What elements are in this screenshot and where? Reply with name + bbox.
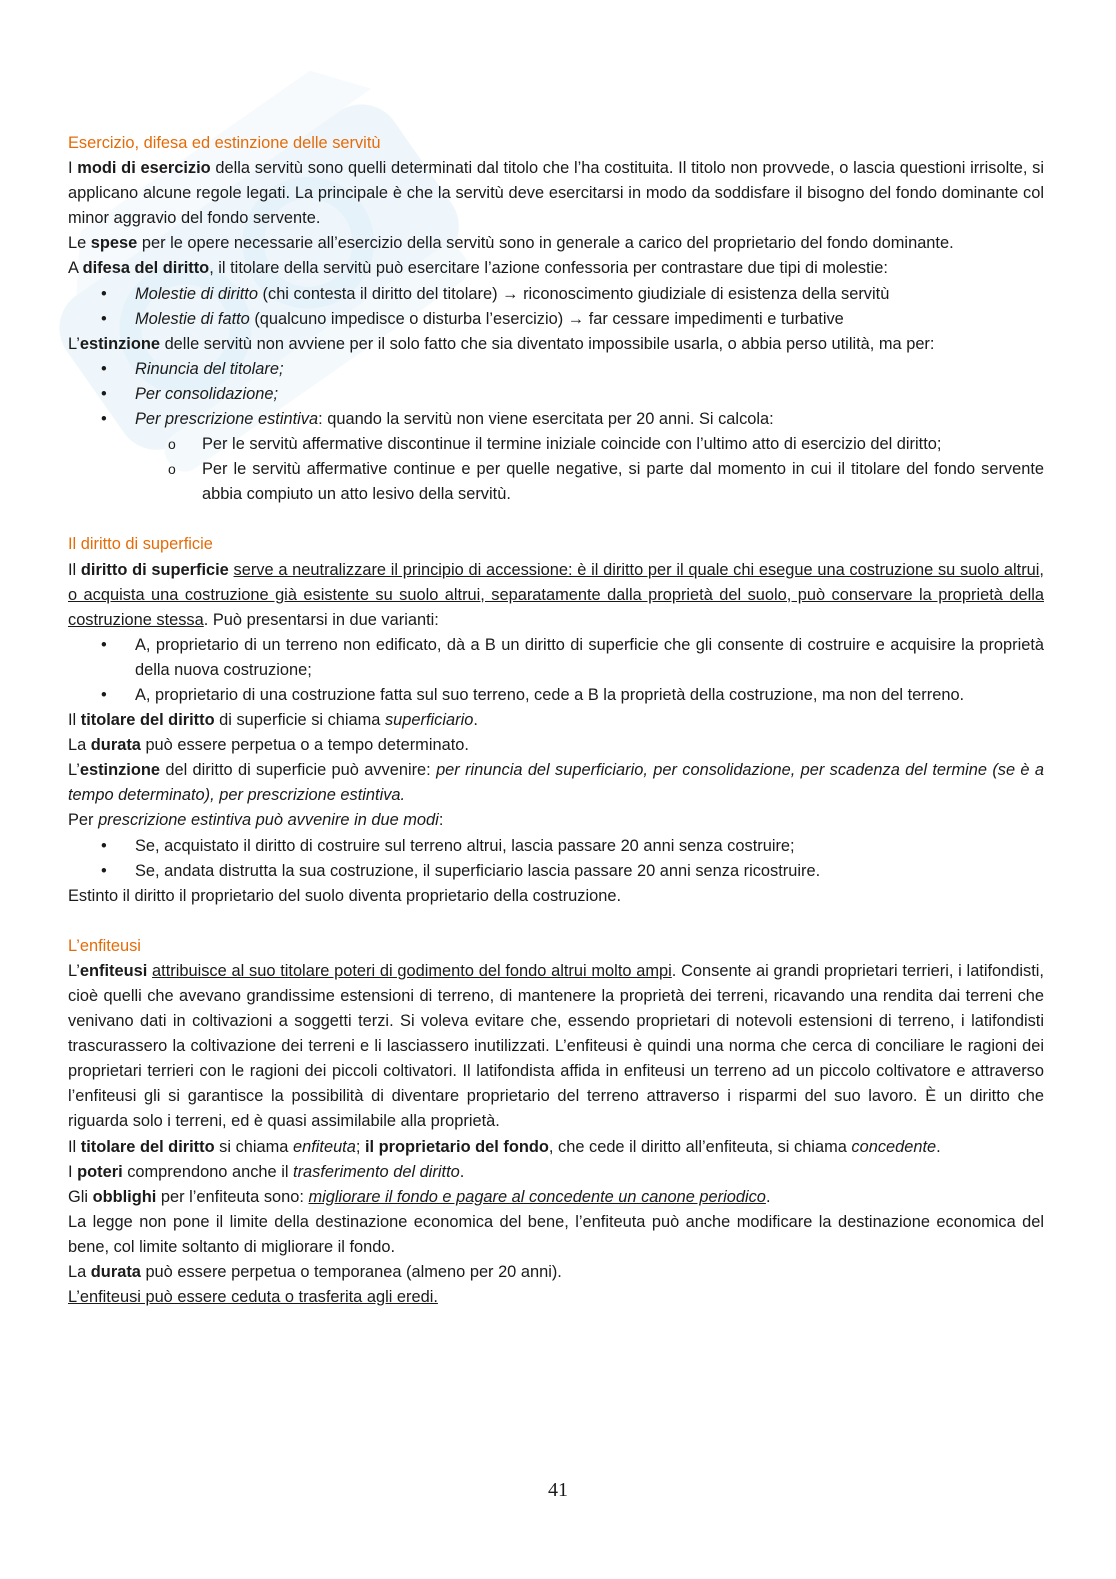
paragraph-prescrizione: Per prescrizione estintiva può avvenire in due modi: — [68, 811, 444, 830]
arrow-right-icon: → — [567, 309, 585, 328]
sublist-item: o Per le servitù affermative continue e per quelle negative, si parte dal momento in cui il titolare del fondo servente abbia compiuto un atto lesivo della servitù. — [68, 457, 1044, 507]
paragraph-spese: Le spese per le opere necessarie all’esercizio della servitù sono in generale a carico del proprietario del fondo dominante. — [68, 234, 954, 253]
paragraph-modi-esercizio: I modi di esercizio della servitù sono quelli determinati dal titolo che l’ha costituita. Il titolo non provvede, o lascia questioni irrisolte, si applicano alcune regole legati. La principale è che la servitù deve esercitarsi in modo da soddisfare il bisogno del fondo dominante col minor aggravio del fondo servente. — [68, 159, 1045, 228]
list-item: • Molestie di fatto (qualcuno impedisce o disturba l’esercizio) → far cessare impedimenti e turbative — [68, 307, 1044, 332]
list-item: • Molestie di diritto (chi contesta il diritto del titolare) → riconoscimento giudiziale di esistenza della servitù — [68, 282, 1044, 307]
paragraph-poteri: I poteri comprendono anche il trasferimento del diritto. — [68, 1162, 465, 1181]
varianti-list — [68, 633, 1044, 708]
list-item: • Per prescrizione estintiva: quando la servitù non viene esercitata per 20 anni. Si calcola: — [68, 407, 1044, 432]
list-item: • Se, andata distrutta la sua costruzione, il superficiario lascia passare 20 anni senza ricostruire. — [68, 859, 1044, 884]
paragraph-estinzione: L’estinzione delle servitù non avviene per il solo fatto che sia diventato impossibile usarla, o abbia perso utilità, ma per: — [68, 334, 935, 353]
list-item: • A, proprietario di un terreno non edificato, dà a B un diritto di superficie che gli consente di costruire e acquisire la proprietà della nuova costruzione; — [68, 633, 1044, 683]
sublist-item: o Per le servitù affermative discontinue il termine iniziale coincide con l’ultimo atto di esercizio del diritto; — [68, 432, 1044, 457]
paragraph-titolare: Il titolare del diritto di superficie si chiama superficiario. — [68, 711, 478, 730]
paragraph-difesa: A difesa del diritto, il titolare della servitù può esercitare l’azione confessoria per contrastare due tipi di molestie: — [68, 259, 888, 278]
paragraph-estinto: Estinto il diritto il proprietario del suolo diventa proprietario della costruzione. — [68, 886, 622, 905]
section-heading-enfiteusi: L’enfiteusi — [68, 936, 141, 955]
paragraph-durata: La durata può essere perpetua o a tempo determinato. — [68, 736, 469, 755]
arrow-right-icon: → — [502, 284, 519, 303]
estinzione-list — [68, 357, 1044, 432]
list-item: • A, proprietario di una costruzione fatta sul suo terreno, cede a B la proprietà della costruzione, ma non del terreno. — [68, 683, 1044, 708]
page-number: 41 — [548, 1479, 568, 1501]
list-item: • Se, acquistato il diritto di costruire sul terreno altrui, lascia passare 20 anni senza costruire; — [68, 834, 1044, 859]
paragraph-estinzione-superficie: L’estinzione del diritto di superficie può avvenire: per rinuncia del superficiario, per consolidazione, per scadenza del termine (se è a tempo determinato), per prescrizione estintiva. — [68, 761, 1044, 805]
paragraph-durata-enfiteusi: La durata può essere perpetua o temporanea (almeno per 20 anni). — [68, 1263, 562, 1282]
document-body — [68, 131, 1044, 1310]
molestie-list — [68, 282, 1044, 332]
prescrizione-sublist — [68, 432, 1044, 507]
section-heading-servitu: Esercizio, difesa ed estinzione delle servitù — [68, 134, 381, 152]
paragraph-destinazione: La legge non pone il limite della destinazione economica del bene, l’enfiteuta può anche modificare la destinazione economica del bene, col limite soltanto di migliorare il fondo. — [68, 1212, 1044, 1256]
paragraph-superficie-def: Il diritto di superficie serve a neutralizzare il principio di accessione: è il diritto per il quale chi esegue una costruzione su suolo altrui, o acquista una costruzione già esistente su suolo altrui, separatamente dalla proprietà del suolo, può conservare la proprietà della costruzione stessa. Può presentarsi in due varianti: — [68, 560, 1044, 629]
paragraph-titolare-enfiteuta: Il titolare del diritto si chiama enfiteuta; il proprietario del fondo, che cede il diritto all’enfiteuta, si chiama concedente. — [68, 1137, 941, 1156]
list-item: • Per consolidazione; — [68, 382, 1044, 407]
list-item: • Rinuncia del titolare; — [68, 357, 1044, 382]
paragraph-enfiteusi-def: L’enfiteusi attribuisce al suo titolare poteri di godimento del fondo altrui molto ampi. Consente ai grandi proprietari terrieri, i latifondisti, cioè quelli che avevano grandissime estensioni di terreno, di mantenere la proprietà dei terreni, ricavando una rendita dai terreni che venivano dati in coltivazioni a soggetti terzi. Si voleva evitare che, essendo proprietari di notevoli estensioni di terreno, i latifondisti trascurassero la coltivazione dei terreni e li lasciassero inutilizzati. L’enfiteusi è quindi una norma che cerca di conciliare le ragioni dei proprietari terrieri con le ragioni dei piccoli coltivatori. Il latifondista affida in enfiteusi un terreno ad un piccolo coltivatore e attraverso l’enfiteusi gli si garantisce la possibilità di diventare proprietario del terreno attraverso i risparmi del suo lavoro. È un diritto che riguarda solo i terreni, ed è quasi assimilabile alla proprietà. — [68, 961, 1044, 1131]
modi-list — [68, 834, 1044, 884]
paragraph-obblighi: Gli obblighi per l’enfiteuta sono: migliorare il fondo e pagare al concedente un canone periodico. — [68, 1187, 771, 1206]
section-heading-superficie: Il diritto di superficie — [68, 535, 213, 554]
paragraph-cessione: L’enfiteusi può essere ceduta o trasferita agli eredi. — [68, 1288, 438, 1307]
